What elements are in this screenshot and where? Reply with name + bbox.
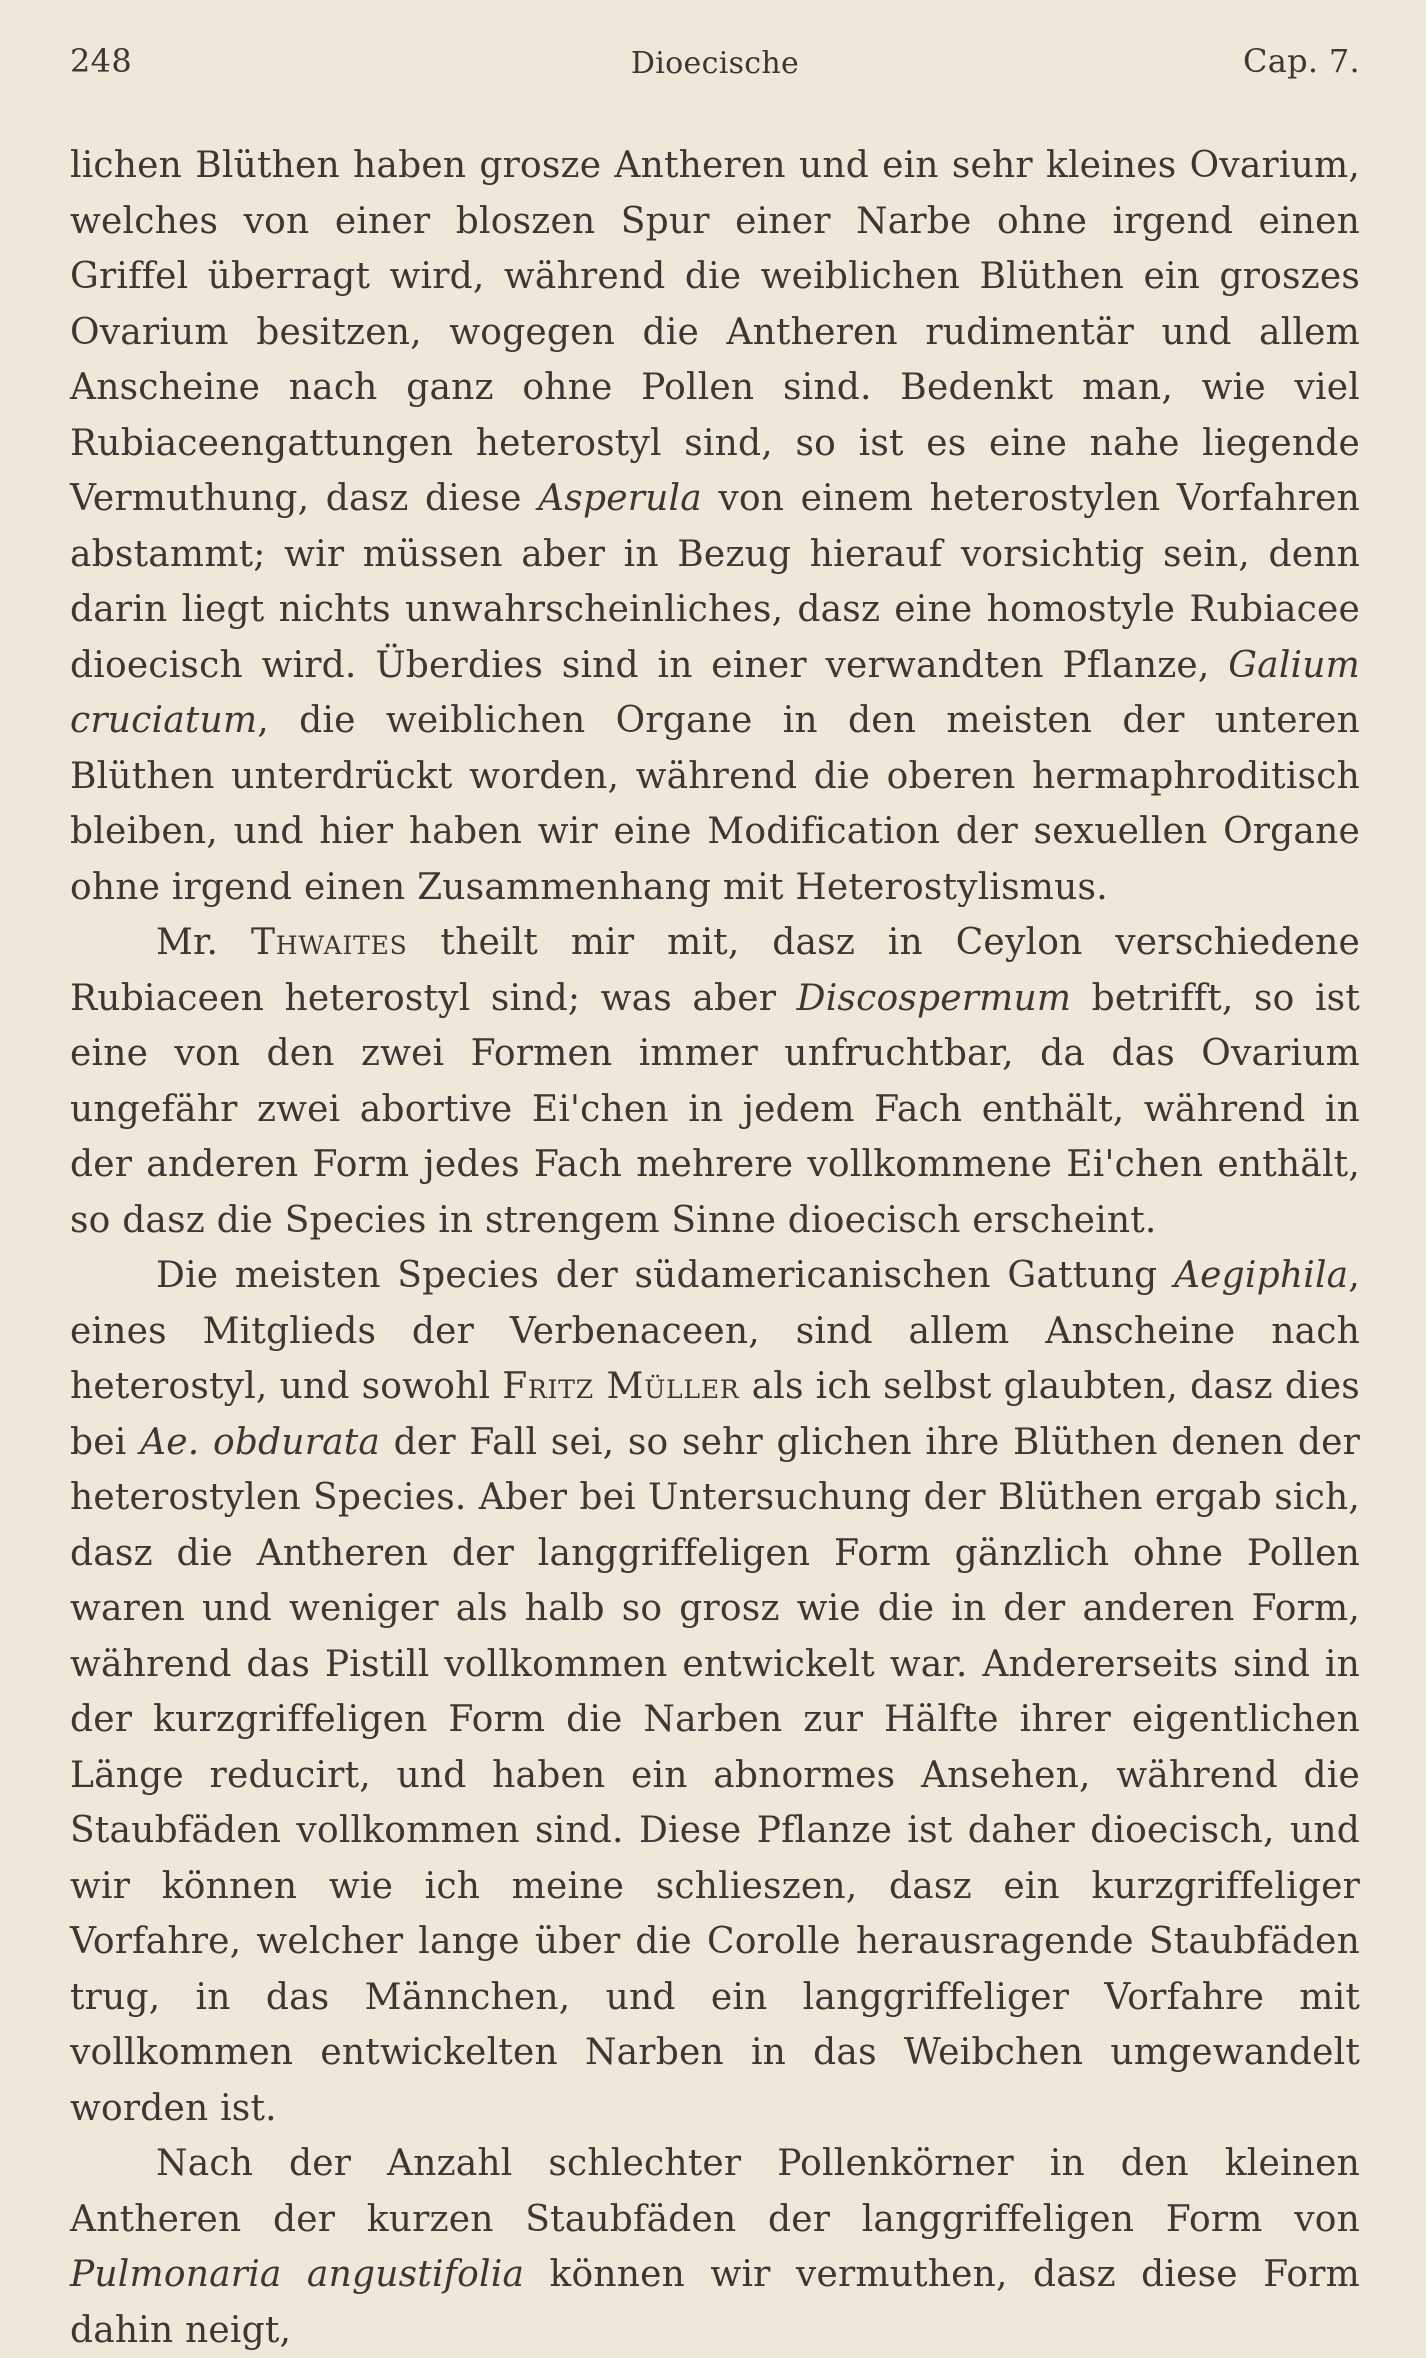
paragraph-3-text-1: Die meisten Species der südamericanischen Gattung	[156, 1255, 1174, 1296]
body-text	[70, 138, 1360, 2358]
chapter-label: Cap. 7.	[1242, 42, 1360, 80]
paragraph-1-text-3: , die weiblichen Organe in den meisten der unteren Blüthen unterdrückt worden, während die oberen hermaphroditisch bleiben, und hier haben wir eine Modification der sexuellen Organe ohne irgend einen Zusammenhang mit Heterostylismus.	[70, 700, 1360, 908]
taxon-ae-obdurata: Ae. obdurata	[140, 1421, 381, 1463]
paragraph-2-text-3: betrifft, so ist eine von den zwei Formen immer unfruchtbar, da das Ovarium ungefähr zwei abortive Ei'chen in jedem Fach enthält, während in der anderen Form jedes Fach mehrere vollkommene Ei'chen enthält, so dasz die Species in strengem Sinne dioecisch erscheint.	[70, 977, 1360, 1241]
paragraph-3-text-3: als ich selbst glaubten, dasz dies bei	[70, 1366, 1360, 1463]
taxon-discospermum: Discospermum	[796, 977, 1072, 1019]
paragraph-4-text-1: Nach der Anzahl schlechter Pollenkörner in den kleinen Antheren der kurzen Staubfäden der langgriffeligen Form von	[70, 2143, 1360, 2240]
paragraph-3	[70, 1248, 1360, 2136]
running-title: Dioecische	[630, 46, 800, 81]
paragraph-3-text-4: der Fall sei, so sehr glichen ihre Blüthen denen der heterostylen Species. Aber bei Untersuchung der Blüthen ergab sich, dasz die Antheren der langgriffeligen Form gänzlich ohne Pollen waren und weniger als halb so grosz wie die in der anderen Form, während das Pistill vollkommen entwickelt war. Andererseits sind in der kurzgriffeligen Form die Narben zur Hälfte ihrer eigentlichen Länge reducirt, und haben ein abnormes Ansehen, während die Staubfäden vollkommen sind. Diese Pflanze ist daher dioecisch, und wir können wie ich meine schlieszen, dasz ein kurzgriffeliger Vorfahre, welcher lange über die Corolle herausragende Staubfäden trug, in das Männchen, und ein langgriffeliger Vorfahre mit vollkommen entwickelten Narben in das Weibchen umgewandelt worden ist.	[70, 1421, 1360, 2129]
paragraph-1	[70, 138, 1360, 915]
taxon-asperula: Asperula	[538, 478, 702, 519]
paragraph-3-text-2: , eines Mitglieds der Verbenaceen, sind allem Anscheine nach heterostyl, und sowohl	[70, 1255, 1360, 1407]
taxon-pulmonaria-angustifolia: Pulmonaria angustifolia	[70, 2254, 525, 2295]
paragraph-4	[70, 2136, 1360, 2358]
paragraph-2-text-2: theilt mir mit, dasz in Ceylon verschiedene Rubiaceen heterostyl sind; was aber	[70, 922, 1360, 1019]
taxon-galium-cruciatum: Galium cruciatum	[70, 644, 1360, 741]
paragraph-2	[70, 915, 1360, 1248]
running-header	[70, 42, 1360, 96]
paragraph-2-text-1: Mr.	[156, 922, 251, 963]
paragraph-1-text-2: von einem heterostylen Vorfahren abstammt; wir müssen aber in Bezug hierauf vorsichtig sein, denn darin liegt nichts unwahrscheinliches, dasz eine homostyle Rubiacee dioecisch wird. Überdies sind in einer verwandten Pflanze,	[70, 478, 1360, 686]
paragraph-4-text-2: können wir vermuthen, dasz diese Form dahin neigt,	[70, 2254, 1360, 2351]
book-page	[70, 42, 1360, 2358]
page-number: 248	[70, 42, 132, 80]
taxon-aegiphila: Aegiphila	[1173, 1255, 1349, 1296]
person-thwaites: Thwaites	[250, 922, 408, 963]
person-fritz-mueller: Fritz Müller	[502, 1366, 740, 1407]
paragraph-1-text-1: lichen Blüthen haben grosze Antheren und ein sehr kleines Ovarium, welches von einer bloszen Spur einer Narbe ohne irgend einen Griffel überragt wird, während die weiblichen Blüthen ein groszes Ovarium besitzen, wogegen die Antheren rudimentär und allem Anscheine nach ganz ohne Pollen sind. Bedenkt man, wie viel Rubiaceengattungen heterostyl sind, so ist es eine nahe liegende Vermuthung, dasz diese	[70, 145, 1360, 519]
